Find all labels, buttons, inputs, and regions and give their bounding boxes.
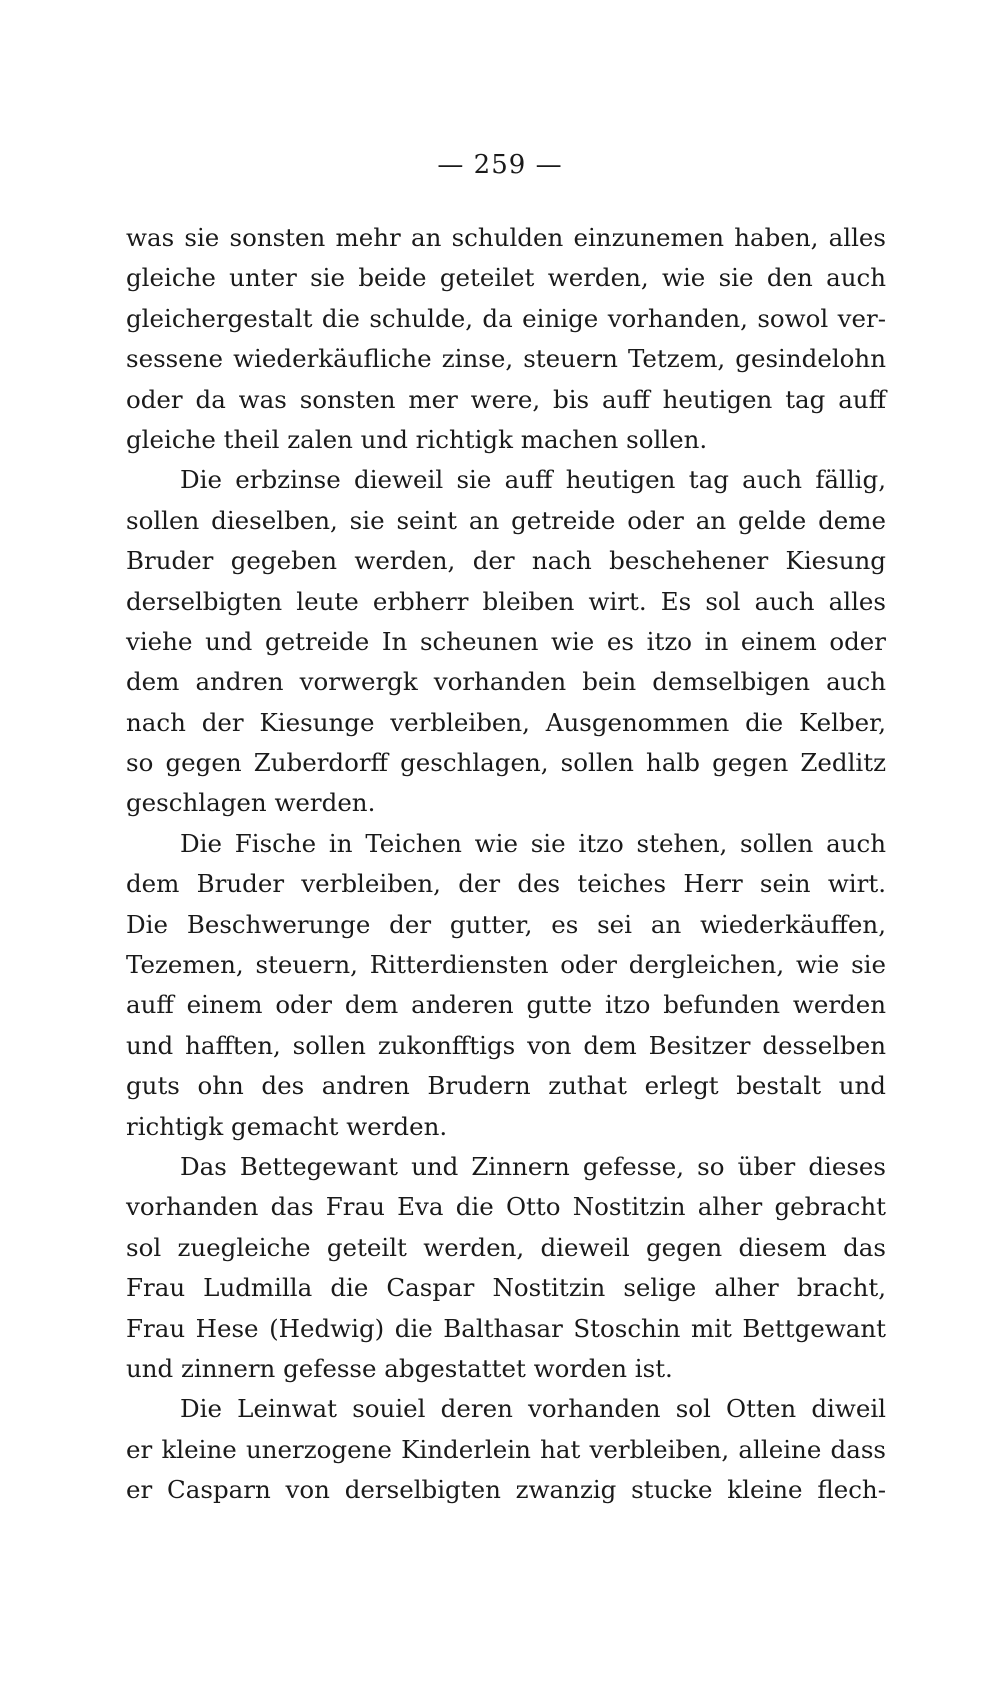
text-line: dem Bruder verbleiben, der des teiches Herr sein wirt. — [126, 869, 886, 899]
text-line: Das Bettegewant und Zinnern gefesse, so über dieses — [180, 1151, 886, 1181]
text-line: oder da was sonsten mer were, bis auff heutigen tag auff — [126, 384, 886, 414]
text-line: Bruder gegeben werden, der nach beschehener Kiesung — [126, 546, 886, 576]
text-line: geschlagen werden. — [126, 788, 376, 818]
text-line: sessene wiederkäufliche zinse, steuern Tetzem, gesindelohn — [126, 344, 886, 374]
text-line: guts ohn des andren Brudern zuthat erlegt bestalt und — [126, 1071, 886, 1101]
paragraph-2 — [126, 460, 886, 824]
paragraph-5 — [126, 1389, 886, 1510]
text-line: vorhanden das Frau Eva die Otto Nostitzin alher gebracht — [126, 1192, 886, 1222]
text-line: richtigk gemacht werden. — [126, 1111, 448, 1141]
paragraph-4 — [126, 1147, 886, 1389]
text-line: nach der Kiesunge verbleiben, Ausgenommen die Kelber, — [126, 707, 886, 737]
text-line: auff einem oder dem anderen gutte itzo befunden werden — [126, 990, 886, 1020]
text-line: sollen dieselben, sie seint an getreide oder an gelde deme — [126, 505, 886, 535]
text-line: gleichergestalt die schulde, da einige vorhanden, sowol ver- — [126, 303, 886, 333]
text-line: Die Fische in Teichen wie sie itzo stehen, sollen auch — [180, 828, 886, 858]
body-text — [126, 218, 886, 1511]
text-line: so gegen Zuberdorff geschlagen, sollen halb gegen Zedlitz — [126, 748, 886, 778]
text-line: gleiche theil zalen und richtigk machen sollen. — [126, 424, 708, 454]
text-line: was sie sonsten mehr an schulden einzunemen haben, alles — [126, 223, 886, 252]
text-line: und zinnern gefesse abgestattet worden ist. — [126, 1353, 673, 1383]
text-line: Frau Hese (Hedwig) die Balthasar Stoschin mit Bettgewant — [126, 1313, 886, 1343]
text-line: er kleine unerzogene Kinderlein hat verbleiben, alleine dass — [126, 1434, 886, 1464]
text-line: Die Leinwat souiel deren vorhanden sol Otten diweil — [180, 1394, 886, 1424]
paragraph-3 — [126, 824, 886, 1147]
text-line: und hafften, sollen zukonfftigs von dem Besitzer desselben — [126, 1030, 886, 1060]
text-line: er Casparn von derselbigten zwanzig stucke kleine flech- — [126, 1475, 886, 1505]
text-line: Frau Ludmilla die Caspar Nostitzin selige alher bracht, — [126, 1273, 886, 1303]
paragraph-1 — [126, 218, 886, 460]
page-number: — 259 — — [437, 150, 563, 180]
text-line: dem andren vorwergk vorhanden bein demselbigen auch — [126, 667, 886, 697]
text-line: Die erbzinse dieweil sie auff heutigen tag auch fällig, — [180, 465, 886, 495]
text-line: Tezemen, steuern, Ritterdiensten oder dergleichen, wie sie — [126, 950, 886, 980]
text-line: gleiche unter sie beide geteilet werden, wie sie den auch — [126, 263, 886, 293]
text-line: Die Beschwerunge der gutter, es sei an wiederkäuffen, — [126, 909, 886, 939]
text-line: viehe und getreide In scheunen wie es itzo in einem oder — [126, 626, 886, 656]
text-line: derselbigten leute erbherr bleiben wirt. Es sol auch alles — [126, 586, 886, 616]
text-line: sol zuegleiche geteilt werden, dieweil gegen diesem das — [126, 1232, 886, 1262]
